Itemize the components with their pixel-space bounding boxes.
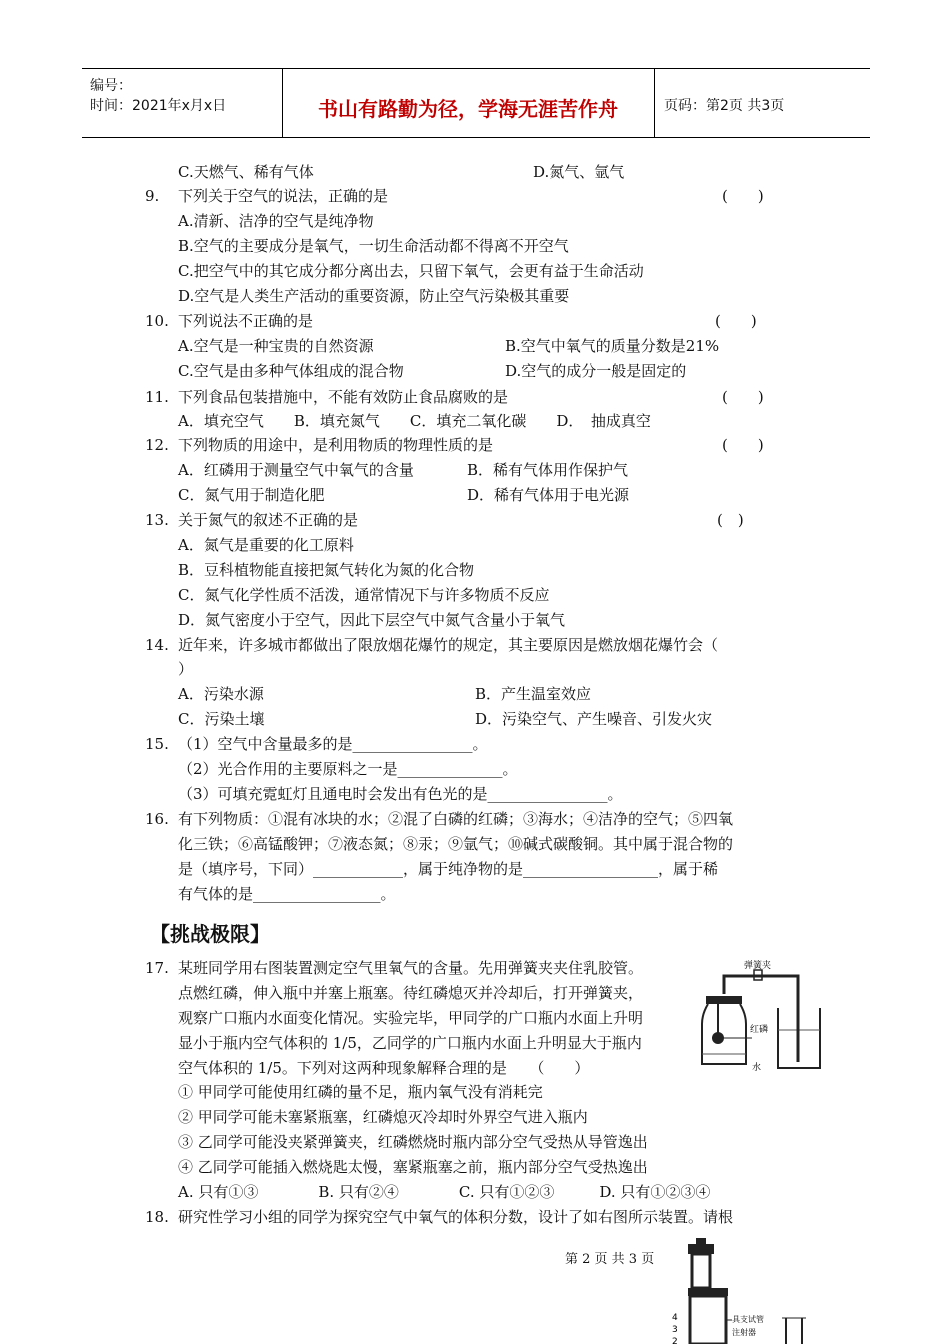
q14-option-d: D．污染空气、产生噪音、引发火灾 [475, 710, 713, 728]
q18-number: 18. [145, 1208, 169, 1226]
q15-part-3: （3）可填充霓虹灯且通电时会发出有色光的是________________。 [178, 785, 623, 803]
q13-answer-paren: ( ) [717, 511, 744, 529]
q10-option-a: A.空气是一种宝贵的自然资源 [178, 337, 374, 355]
side-arm-tube-label: 具支试管 [732, 1315, 764, 1324]
scale-mark-2: 2 [672, 1337, 678, 1344]
header-page-number: 页码：第2页 共3页 [664, 98, 785, 114]
q14-option-c: C．污染土壤 [178, 710, 265, 728]
scale-mark-4: 4 [672, 1313, 678, 1323]
q13-stem: 关于氮气的叙述不正确的是 [178, 511, 359, 529]
page-header [82, 68, 870, 138]
q17-statement-2: ② 甲同学可能未塞紧瓶塞，红磷熄灭冷却时外界空气进入瓶内 [178, 1108, 588, 1126]
doc-id-label: 编号： [90, 78, 132, 94]
side-arm-test-tube [690, 1296, 726, 1344]
q13-option-c: C．氮气化学性质不活泼，通常情况下与许多物质不反应 [178, 586, 550, 604]
q17-line-1: 某班同学用右图装置测定空气里氧气的含量。先用弹簧夹夹住乳胶管。 [178, 959, 644, 977]
spring-clip-label: 弹簧夹 [744, 961, 772, 971]
q9-option-b: B.空气的主要成分是氧气，一切生命活动都不得离不开空气 [178, 237, 569, 255]
q12-number: 12. [145, 436, 169, 454]
q10-answer-paren: ( ) [715, 312, 757, 330]
q10-option-d: D.空气的成分一般是固定的 [505, 362, 687, 380]
q15-part-1: （1）空气中含量最多的是________________。 [178, 735, 488, 753]
q15-part-2: （2）光合作用的主要原料之一是______________。 [178, 760, 518, 778]
q13-option-d: D．氮气密度小于空气，因此下层空气中氮气含量小于氧气 [178, 611, 566, 629]
q16-number: 16. [145, 810, 169, 828]
q11-options: A．填充空气 B．填充氮气 C．填充二氧化碳 D． 抽成真空 [178, 412, 651, 430]
q9-answer-paren: ( ) [722, 187, 764, 205]
bottle-stopper [706, 996, 742, 1004]
q8-option-c: C.天燃气、稀有气体 [178, 163, 314, 181]
syringe-barrel [692, 1254, 710, 1288]
q10-option-b: B.空气中氧气的质量分数是21% [505, 337, 720, 355]
q9-stem: 下列关于空气的说法，正确的是 [178, 187, 389, 205]
q17-statement-4: ④ 乙同学可能插入燃烧匙太慢，塞紧瓶塞之前，瓶内部分空气受热逸出 [178, 1158, 648, 1176]
q17-statement-3: ③ 乙同学可能没夹紧弹簧夹，红磷燃烧时瓶内部分空气受热从导管逸出 [178, 1133, 648, 1151]
header-page-cell [654, 69, 870, 137]
wide-mouth-bottle [702, 1004, 746, 1064]
q17-line-2: 点燃红磷，伸入瓶中并塞上瓶塞。待红磷熄灭并冷却后，打开弹簧夹， [178, 984, 644, 1002]
q16-line-3: 是（填序号，下同）____________，属于纯净物的是__________________，属于稀 [178, 860, 719, 878]
q9-option-d: D.空气是人类生产活动的重要资源，防止空气污染极其重要 [178, 287, 570, 305]
q11-stem: 下列食品包装措施中，不能有效防止食品腐败的是 [178, 388, 509, 406]
apparatus-figure-q17 [694, 958, 824, 1074]
q9-option-c: C.把空气中的其它成分都分离出去，只留下氧气，会更有益于生命活动 [178, 262, 644, 280]
q15-number: 15. [145, 735, 169, 753]
syringe-plunger-tip [696, 1238, 706, 1246]
q17-line-5: 空气体积的 1/5。下列对这两种现象解释合理的是 （ ） [178, 1059, 590, 1077]
measuring-cylinder [786, 1318, 802, 1344]
q14-number: 14. [145, 636, 169, 654]
header-motto-cell [282, 69, 655, 137]
q14-stem: 近年来，许多城市都做出了限放烟花爆竹的规定，其主要原因是燃放烟花爆竹会（ [178, 636, 719, 654]
q17-line-4: 显小于瓶内空气体积的 1/5，乙同学的广口瓶内水面上升明显大于瓶内 [178, 1034, 642, 1052]
q16-line-2: 化三铁；⑥高锰酸钾；⑦液态氮；⑧汞；⑨氩气；⑩碱式碳酸铜。其中属于混合物的 [178, 835, 734, 853]
q13-option-b: B．豆科植物能直接把氮气转化为氮的化合物 [178, 561, 475, 579]
q18-line-1: 研究性学习小组的同学为探究空气中氧气的体积分数，设计了如右图所示装置。请根 [178, 1208, 734, 1226]
header-meta-cell [82, 69, 283, 137]
q14-option-b: B．产生温室效应 [475, 685, 592, 703]
doc-date-label: 时间：2021年x月x日 [90, 98, 227, 114]
water-label: 水 [752, 1063, 762, 1073]
q13-number: 13. [145, 511, 169, 529]
q10-stem: 下列说法不正确的是 [178, 312, 314, 330]
section-heading-challenge: 【挑战极限】 [150, 922, 270, 946]
q17-line-3: 观察广口瓶内水面变化情况。实验完毕，甲同学的广口瓶内水面上升明 [178, 1009, 644, 1027]
q14-option-a: A．污染水源 [178, 685, 264, 703]
q13-option-a: A．氮气是重要的化工原料 [178, 536, 354, 554]
syringe-label: 注射器 [732, 1328, 756, 1337]
q8-option-d: D.氮气、氩气 [533, 163, 625, 181]
q12-stem: 下列物质的用途中，是利用物质的物理性质的是 [178, 436, 494, 454]
header-motto: 书山有路勤为径，学海无涯苦作舟 [318, 97, 618, 121]
q17-number: 17. [145, 959, 169, 977]
apparatus-figure-q18 [670, 1238, 820, 1344]
q17-options: A. 只有①③ B. 只有②④ C. 只有①②③ D. 只有①②③④ [178, 1183, 711, 1201]
q12-option-c: C．氮气用于制造化肥 [178, 486, 325, 504]
q11-number: 11. [145, 388, 169, 406]
q10-option-c: C.空气是由多种气体组成的混合物 [178, 362, 404, 380]
q17-statement-1: ① 甲同学可能使用红磷的量不足，瓶内氧气没有消耗完 [178, 1083, 543, 1101]
scale-mark-3: 3 [672, 1325, 678, 1335]
q12-answer-paren: ( ) [722, 436, 764, 454]
q11-answer-paren: ( ) [722, 388, 764, 406]
connecting-tube [724, 976, 798, 1014]
q10-number: 10. [145, 312, 169, 330]
q16-line-1: 有下列物质：①混有冰块的水；②混了白磷的红磷；③海水；④洁净的空气；⑤四氧 [178, 810, 734, 828]
q14-stem-cont: ） [178, 660, 194, 678]
q12-option-a: A．红磷用于测量空气中氧气的含量 [178, 461, 414, 479]
red-phosphorus-label: 红磷 [750, 1025, 769, 1035]
red-phosphorus [712, 1032, 724, 1044]
page-footer: 第 2 页 共 3 页 [565, 1252, 655, 1267]
q9-number: 9. [145, 187, 160, 205]
q12-option-d: D．稀有气体用于电光源 [467, 486, 630, 504]
q12-option-b: B．稀有气体用作保护气 [467, 461, 629, 479]
q9-option-a: A.清新、洁净的空气是纯净物 [178, 212, 374, 230]
q16-line-4: 有气体的是_________________。 [178, 885, 396, 903]
